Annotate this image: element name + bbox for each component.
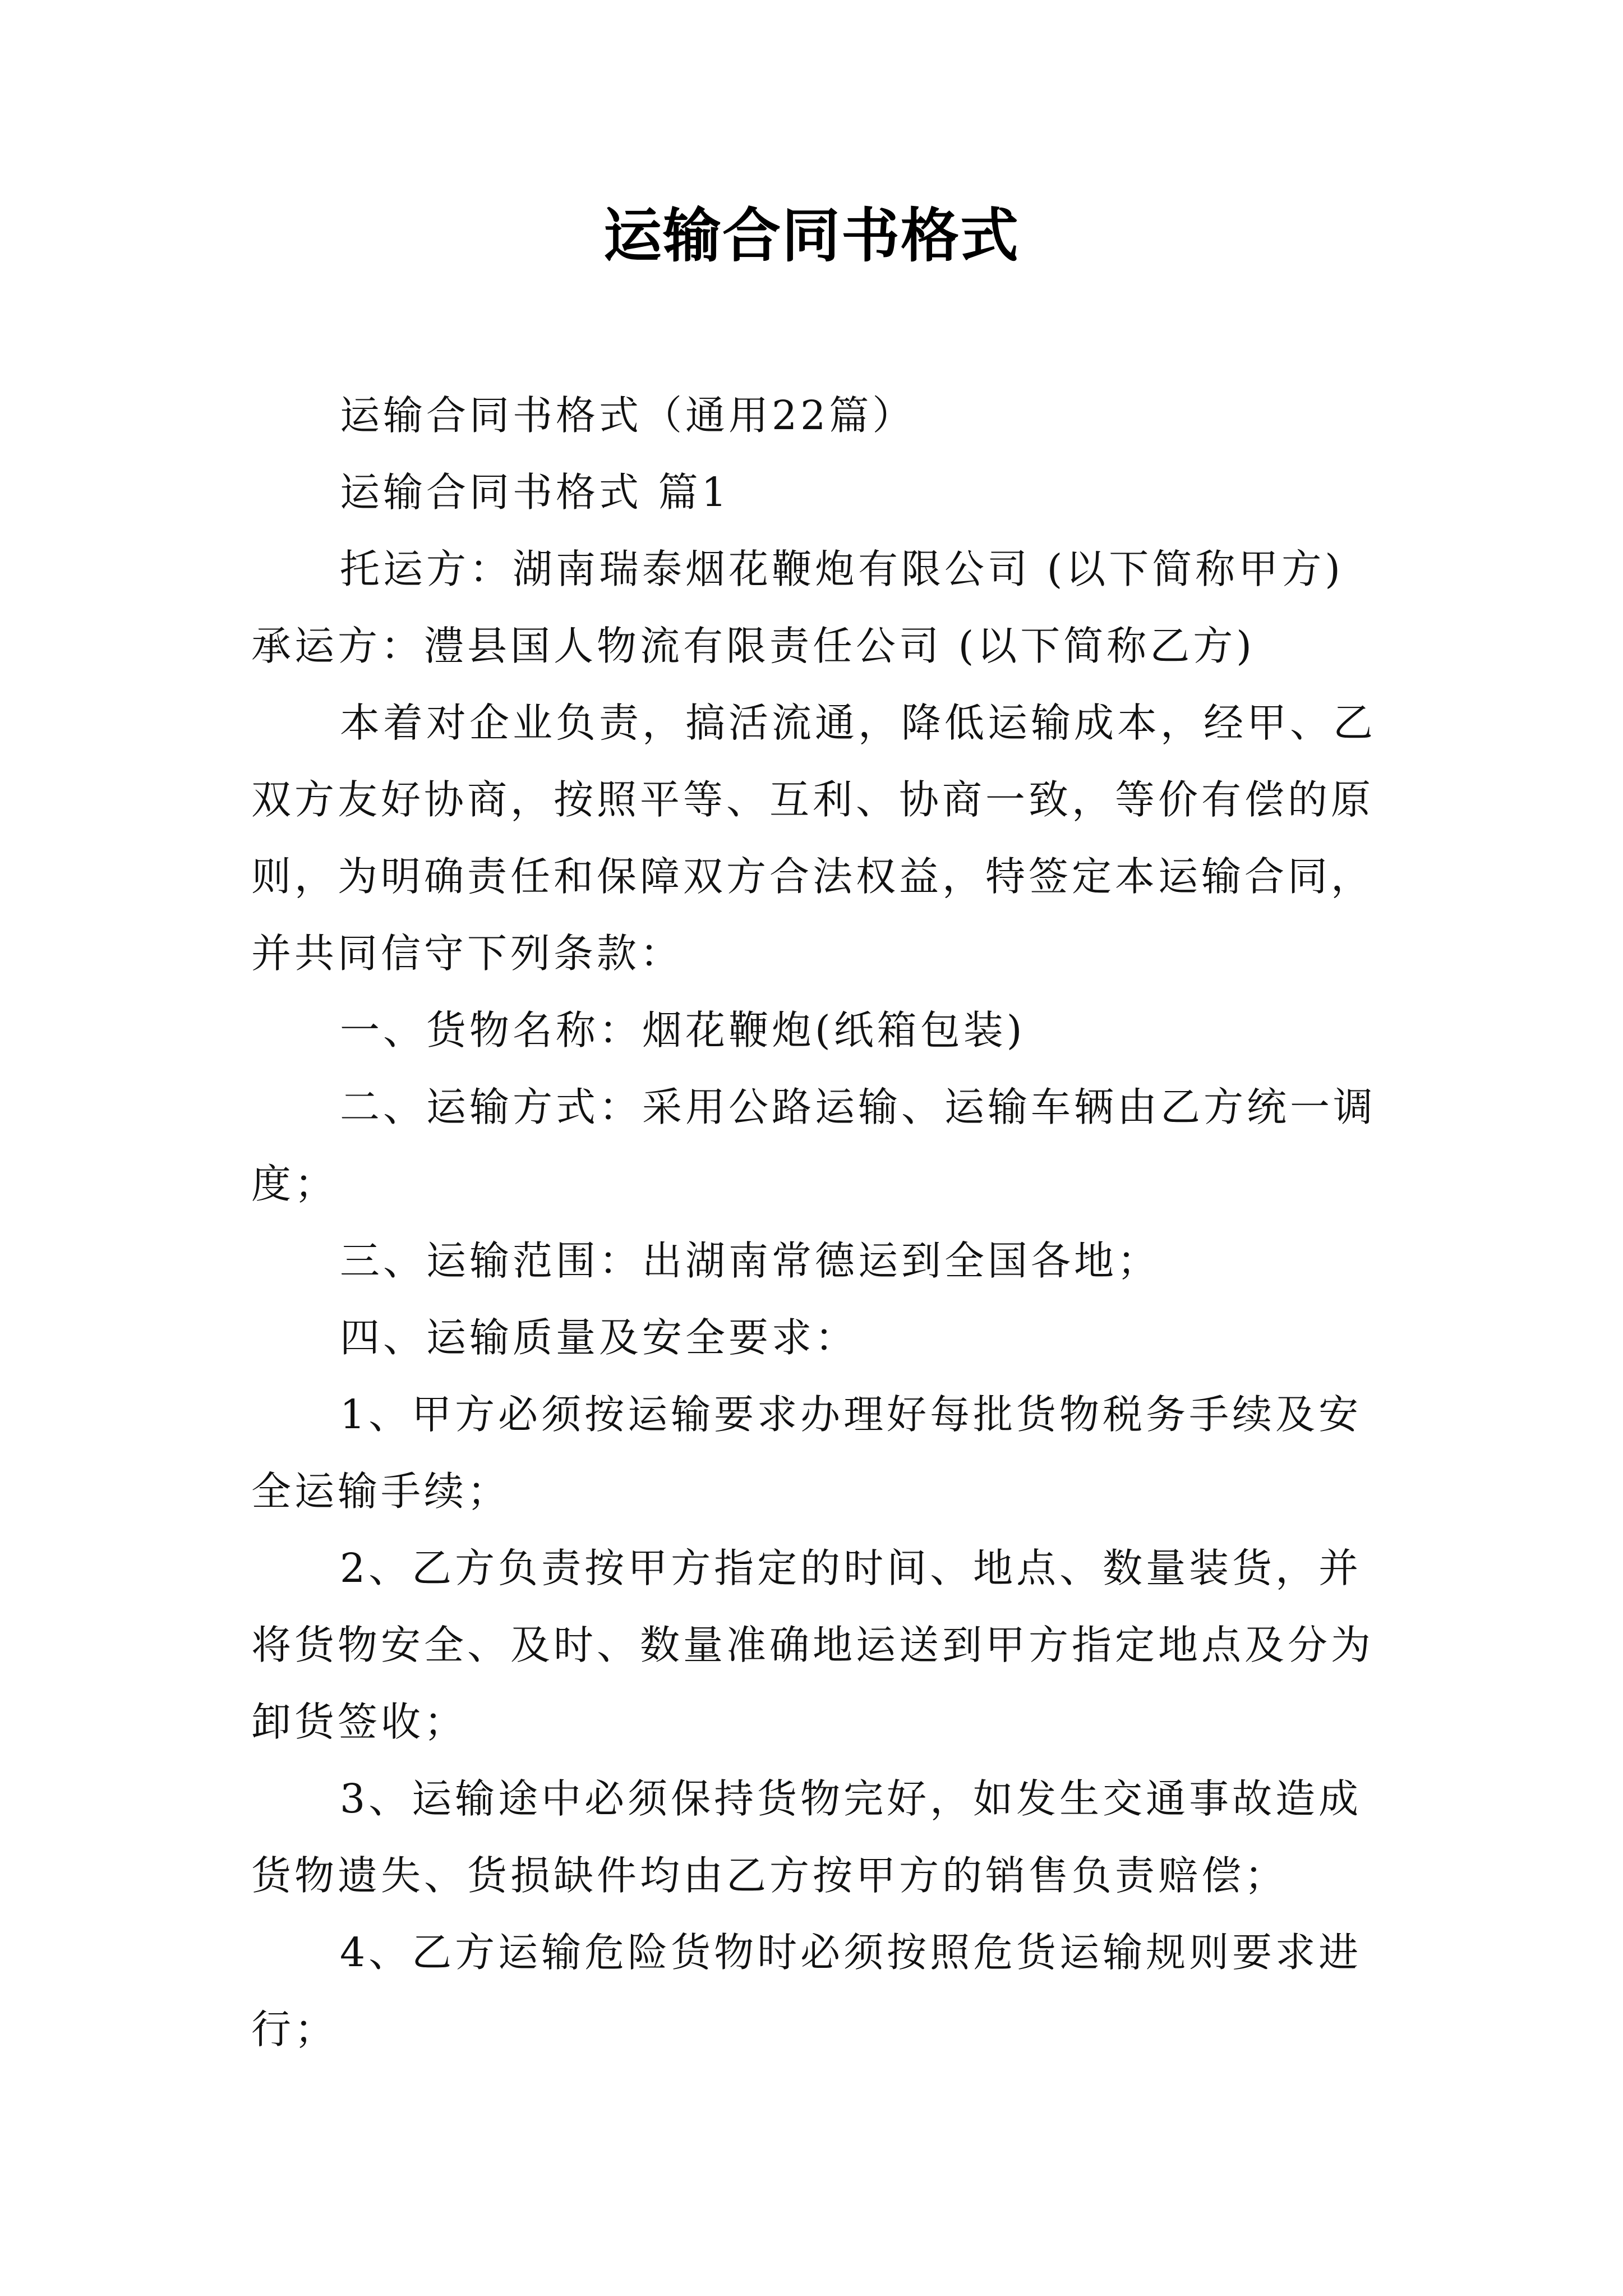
article-heading-paragraph: 运输合同书格式 篇1 [340,469,730,516]
clause-quality-safety: 四、运输质量及安全要求： [340,1314,859,1361]
shipper-paragraph: 托运方：湖南瑞泰烟花鞭炮有限公司 (以下简称甲方) [340,546,1344,592]
clause-goods-name: 一、货物名称：烟花鞭炮(纸箱包装) [340,1007,1026,1053]
document-title: 运输合同书格式 [603,201,1020,270]
carrier-paragraph: 承运方：澧县国人物流有限责任公司 (以下简称乙方) [251,623,1255,669]
document-body [251,377,1384,2068]
item-paragraph-3: 3、运输途中必须保持货物完好，如发生交通事故造成货物遗失、货损缺件均由乙方按甲方的销售负责赔偿； [251,1775,1362,1899]
clause-transport-method: 二、运输方式：采用公路运输、运输车辆由乙方统一调度； [251,1084,1377,1207]
item-paragraph-4: 4、乙方运输危险货物时必须按照危货运输规则要求进行； [251,1929,1362,2053]
item-paragraph-1: 1、甲方必须按运输要求办理好每批货物税务手续及安全运输手续； [251,1391,1362,1515]
preamble-paragraph: 本着对企业负责，搞活流通，降低运输成本，经甲、乙双方友好协商，按照平等、互利、协商一致，等价有偿的原则，为明确责任和保障双方合法权益，特签定本运输合同，并共同信守下列条款： [251,700,1377,977]
item-paragraph-2: 2、乙方负责按甲方指定的时间、地点、数量装货，并将货物安全、及时、数量准确地运送到甲方指定地点及分为卸货签收； [251,1545,1375,1745]
clause-transport-range: 三、运输范围：出湖南常德运到全国各地； [340,1237,1161,1284]
subtitle-paragraph: 运输合同书格式（通用22篇） [340,392,916,439]
